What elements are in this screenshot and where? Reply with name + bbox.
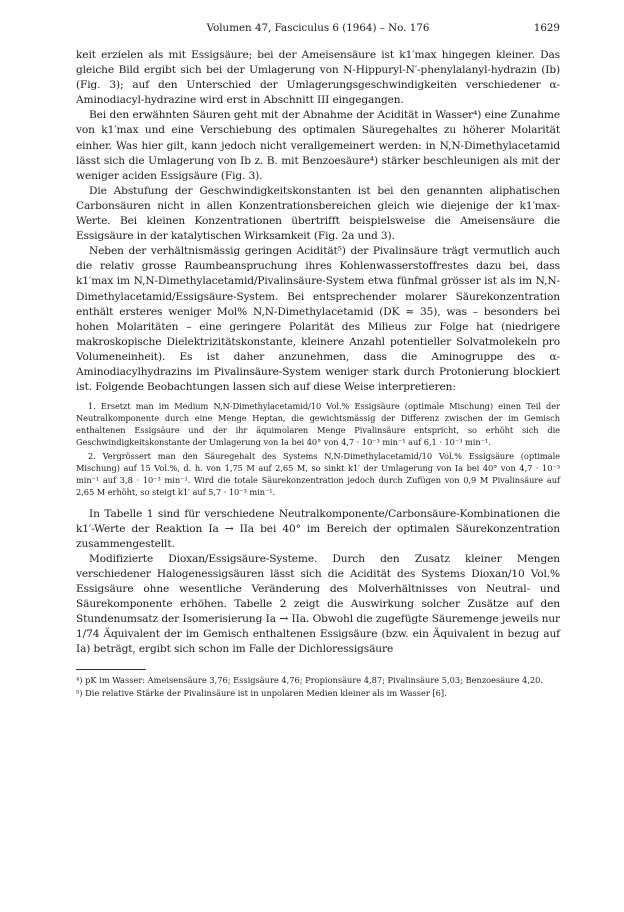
- observation-list: [76, 401, 560, 498]
- running-header: [76, 22, 560, 40]
- main-text-continued: [76, 507, 560, 658]
- page-number: 1629: [533, 22, 560, 34]
- footnotes: [76, 675, 560, 699]
- paragraph-5: In Tabelle 1 sind für verschiedene Neutralkomponente/Carbonsäure-Kombinationen die k1′-Werte der Reaktion Ia → IIa bei 40° im Bereich der optimalen Säurekonzentration zusammengestellt.: [76, 507, 560, 550]
- paragraph-4: Neben der verhältnismässig geringen Acidität⁵) der Pivalinsäure trägt vermutlich auch die relativ grosse Raumbeanspruchung ihres Kohlenwasserstoffrestes dazu bei, dass k1′max im N,N-Dimethylacetamid/Pivalinsäure-System etwa fünfmal grösser ist als im N,N-Dimethylacetamid/Essigsäure-System. Bei entsprechender molarer Säurekonzentration enthält ersteres weniger Mol% N,N-Dimethylacetamid (DK ≈ 35), was – besonders bei hohen Molaritäten – eine geringere Polarität des Milieus zur Folge hat (niedrigere makroskopische Dielektrizitätskonstante, kleinere Anzahl potentieller Solvatmolekeln pro Volumeneinheit). Es ist daher anzunehmen, dass die Aminogruppe des α-Aminodiacylhydrazins im Pivalinsäure-System weniger stark durch Protonierung blockiert ist. Folgende Beobachtungen lassen sich auf diese Weise interpretieren:: [76, 245, 560, 394]
- footnote-5: ⁵) Die relative Stärke der Pivalinsäure ist in unpolaren Medien kleiner als im Wasser [6].: [76, 687, 447, 698]
- observation-item-2: 2. Vergrössert man den Säuregehalt des Systems N,N-Dimethylacetamid/10 Vol.% Essigsäure (optimale Mischung) auf 15 Vol.%, d. h. von 1,75 M auf 2,65 M, so sinkt k1′ der Umlagerung von Ia bei 40° von 4,7 · 10⁻³ min⁻¹ auf 3,8 · 10⁻³ min⁻¹. Wird die totale Säurekonzentration jedoch durch Zufügen von 0,9 M Pivalinsäure auf 2,65 M erhöht, so steigt k1′ auf 5,7 · 10⁻³ min⁻¹.: [76, 451, 560, 497]
- paragraph-1: keit erzielen als mit Essigsäure; bei der Ameisensäure ist k1′max hingegen kleiner. Das gleiche Bild ergibt sich bei der Umlagerung von N-Hippuryl-N′-phenylalanyl-hydrazin (Ib) (Fig. 3); auf den Unterschied der Umlagerungsgeschwindigkeiten verschiedener α-Aminodiacyl-hydrazine wird erst in Abschnitt III eingegangen.: [76, 49, 560, 107]
- footnote-4: ⁴) pK im Wasser: Ameisensäure 3,76; Essigsäure 4,76; Propionsäure 4,87; Pivalinsäure 5,03; Benzoesäure 4,20.: [76, 675, 543, 686]
- journal-line: Volumen 47, Fasciculus 6 (1964) – No. 176: [206, 22, 430, 34]
- paragraph-6: Modifizierte Dioxan/Essigsäure-Systeme. Durch den Zusatz kleiner Mengen verschiedener Halogenessigsäuren lässt sich die Acidität des Systems Dioxan/10 Vol.% Essigsäure ohne wesentliche Veränderung des Molverhältnisses von Neutral- und Säurekomponente erhöhen. Tabelle 2 zeigt die Auswirkung solcher Zusätze auf den Stundenumsatz der Isomerisierung Ia → IIa. Obwohl die zugefügte Säuremenge jeweils nur 1/74 Äquivalent der im Gemisch enthaltenen Essigsäure (bzw. ein Äquivalent in bezug auf Ia) beträgt, ergibt sich schon im Falle der Dichloressigsäure: [76, 552, 560, 656]
- document-page: [76, 22, 560, 700]
- paragraph-2: Bei den erwähnten Säuren geht mit der Abnahme der Acidität in Wasser⁴) eine Zunahme von k1′max und eine Verschiebung des optimalen Säuregehaltes zu höherer Molarität einher. Was hier gilt, kann jedoch nicht verallgemeinert werden: in N,N-Dimethylacetamid lässt sich die Umlagerung von Ib z. B. mit Benzoesäure⁴) stärker beschleunigen als mit der weniger aciden Essigsäure (Fig. 3).: [76, 109, 560, 182]
- paragraph-3: Die Abstufung der Geschwindigkeitskonstanten ist bei den genannten aliphatischen Carbonsäuren nicht in allen Konzentrationsbereichen gleich wie diejenige der k1′max-Werte. Bei kleinen Konzentrationen übertrifft beispielsweise die Ameisensäure die Essigsäure in der katalytischen Wirksamkeit (Fig. 2a und 3).: [76, 184, 560, 243]
- footnote-divider: [76, 669, 146, 670]
- observation-item-1: 1. Ersetzt man im Medium N,N-Dimethylacetamid/10 Vol.% Essigsäure (optimale Mischung) einen Teil der Neutralkomponente durch eine Menge Heptan, die gewichtsmässig der Differenz zwischen der im Gemisch enthaltenen Essigsäure und der ihr äquimolaren Menge Pivalinsäure entspricht, so erhöht sich die Geschwindigkeitskonstante der Umlagerung von Ia bei 40° von 4,7 · 10⁻³ min⁻¹ auf 6,1 · 10⁻³ min⁻¹.: [76, 401, 560, 447]
- main-text: [76, 48, 560, 395]
